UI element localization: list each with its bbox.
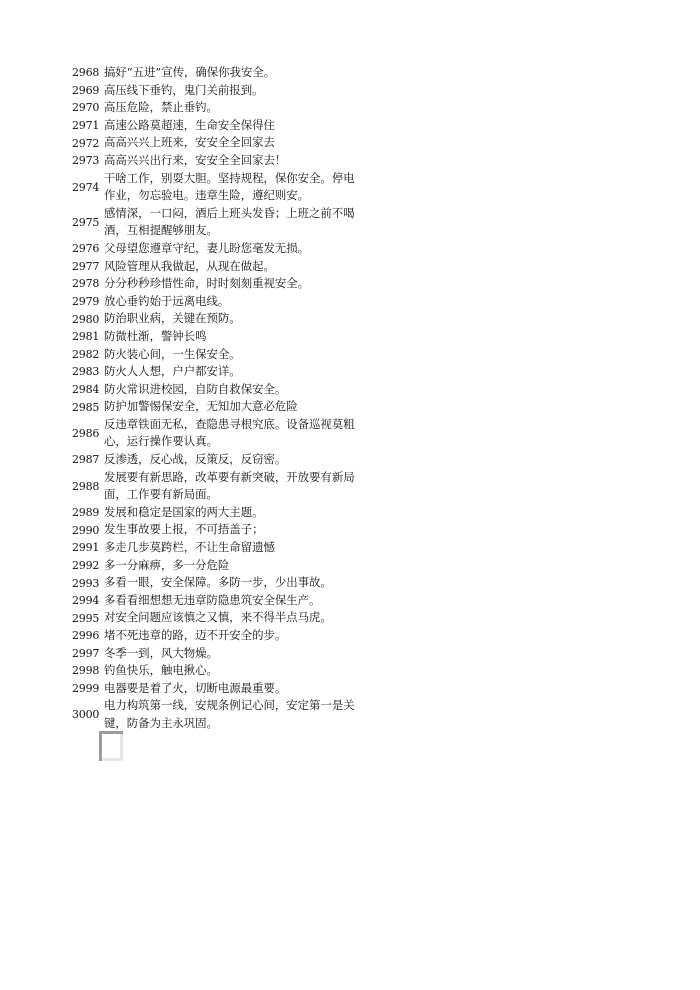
- slogan-number: 2978: [72, 277, 100, 291]
- slogan-text: 高高兴兴出行来，安安全全回家去！: [104, 152, 287, 167]
- slogan-text: 干啥工作，别耍大胆。坚持规程，保你安全。停电作业，勿忘验电。违章生险，遵纪则安。: [104, 170, 355, 203]
- slogan-number: 2998: [72, 664, 100, 678]
- slogan-row: [72, 117, 356, 135]
- slogan-row: [72, 416, 356, 451]
- slogan-row: [72, 662, 356, 680]
- slogan-number: 2971: [72, 119, 100, 133]
- slogan-row: [72, 293, 356, 311]
- slogan-number: 2968: [72, 66, 100, 80]
- slogan-text: 父母望您遵章守纪，妻儿盼您毫发无损。: [104, 240, 310, 255]
- slogan-number: 2977: [72, 259, 100, 273]
- slogan-number: 2995: [72, 611, 100, 625]
- slogan-number: 2976: [72, 242, 100, 256]
- slogan-row: [72, 275, 356, 293]
- slogan-text: 钓鱼快乐，触电揪心。: [104, 663, 218, 678]
- slogan-row: [72, 363, 356, 381]
- slogan-row: [72, 680, 356, 698]
- slogan-text: 防护加警惕保安全，无知加大意必危险: [104, 399, 298, 414]
- slogan-number: 2970: [72, 101, 100, 115]
- slogan-text: 放心垂钓始于远离电线。: [104, 293, 230, 308]
- slogan-number: 2993: [72, 576, 100, 590]
- slogan-number: 2991: [72, 541, 100, 555]
- slogan-text: 风险管理从我做起，从现在做起。: [104, 258, 275, 273]
- slogan-text: 发生事故要上报，不可捂盖子；: [104, 522, 264, 537]
- slogan-text: 电器要是着了火，切断电源最重要。: [104, 680, 287, 695]
- slogan-number: 2992: [72, 558, 100, 572]
- slogan-list: [72, 64, 356, 733]
- slogan-text: 防火装心间，一生保安全。: [104, 346, 241, 361]
- slogan-text: 多走几步莫跨栏，不让生命留遗憾: [104, 540, 275, 555]
- slogan-number: 2984: [72, 382, 100, 396]
- slogan-row: [72, 574, 356, 592]
- slogan-text: 堵不死违章的路，迈不开安全的步。: [104, 628, 287, 642]
- slogan-number: 2981: [72, 330, 100, 344]
- slogan-row: [72, 469, 356, 504]
- slogan-row: [72, 592, 356, 610]
- slogan-text: 多看看细想想无违章防隐患筑安全保生产。: [104, 592, 321, 607]
- page-corner-mark: [99, 731, 123, 761]
- slogan-row: [72, 504, 356, 522]
- slogan-row: [72, 346, 356, 364]
- slogan-text: 反违章铁面无私，查隐患寻根究底。设备巡视莫粗心，运行操作要认真。: [104, 416, 355, 449]
- slogan-row: [72, 539, 356, 557]
- slogan-row: [72, 258, 356, 276]
- slogan-number: 2972: [72, 136, 100, 150]
- slogan-number: 2999: [72, 682, 100, 696]
- slogan-row: [72, 240, 356, 258]
- slogan-row: [72, 697, 356, 732]
- slogan-text: 冬季一到，风大物燥。: [104, 645, 218, 660]
- slogan-row: [72, 310, 356, 328]
- slogan-row: [72, 609, 356, 627]
- slogan-number: 2987: [72, 453, 100, 467]
- slogan-number: 2979: [72, 295, 100, 309]
- slogan-text: 电力构筑第一线，安规条例记心间，安定第一是关键，防备为主永巩固。: [104, 698, 355, 730]
- slogan-text: 高高兴兴上班来，安安全全回家去: [104, 135, 275, 150]
- slogan-row: [72, 205, 356, 240]
- slogan-row: [72, 134, 356, 152]
- slogan-text: 感情深，一口闷，酒后上班头发昏；上班之前不喝酒，互相提醒够朋友。: [104, 205, 355, 238]
- slogan-text: 发展和稳定是国家的两大主题。: [104, 504, 264, 519]
- slogan-number: 2986: [72, 426, 100, 440]
- slogan-number: 2973: [72, 154, 100, 168]
- slogan-number: 2980: [72, 312, 100, 326]
- slogan-row: [72, 627, 356, 645]
- slogan-row: [72, 170, 356, 205]
- slogan-number: 2988: [72, 479, 100, 493]
- slogan-row: [72, 99, 356, 117]
- slogan-text: 防火人人想，户户都安详。: [104, 364, 241, 379]
- slogan-text: 高压危险，禁止垂钓。: [104, 100, 218, 115]
- slogan-text: 多看一眼，安全保障。多防一步，少出事故。: [104, 575, 332, 590]
- slogan-number: 2982: [72, 347, 100, 361]
- slogan-row: [72, 557, 356, 575]
- slogan-text: 高压线下垂钓，鬼门关前报到。: [104, 82, 264, 97]
- slogan-number: 2974: [72, 180, 100, 194]
- slogan-text: 高速公路莫超速，生命安全保得住: [104, 117, 275, 132]
- slogan-number: 3000: [72, 708, 100, 722]
- slogan-text: 防火常识进校园，自防自救保安全。: [104, 381, 287, 396]
- slogan-row: [72, 645, 356, 663]
- slogan-number: 2990: [72, 523, 100, 537]
- slogan-row: [72, 152, 356, 170]
- slogan-row: [72, 521, 356, 539]
- slogan-row: [72, 82, 356, 100]
- slogan-text: 发展要有新思路，改革要有新突破，开放要有新局面，工作要有新局面。: [104, 469, 355, 502]
- slogan-text: 反渗透，反心战，反策反，反窃密。: [104, 452, 287, 467]
- slogan-number: 2996: [72, 629, 100, 643]
- slogan-row: [72, 328, 356, 346]
- slogan-row: [72, 451, 356, 469]
- slogan-text: 搞好“五进”宣传，确保你我安全。: [104, 65, 276, 79]
- slogan-number: 2983: [72, 365, 100, 379]
- slogan-number: 2969: [72, 83, 100, 97]
- slogan-number: 2994: [72, 594, 100, 608]
- slogan-row: [72, 64, 356, 82]
- slogan-text: 对安全问题应该慎之又慎，来不得半点马虎。: [104, 610, 332, 625]
- slogan-number: 2997: [72, 646, 100, 660]
- slogan-number: 2985: [72, 400, 100, 414]
- slogan-text: 分分秒秒珍惜性命，时时刻刻重视安全。: [104, 276, 310, 291]
- slogan-text: 多一分麻痹，多一分危险: [104, 557, 230, 572]
- slogan-row: [72, 381, 356, 399]
- slogan-text: 防治职业病，关键在预防。: [104, 311, 241, 326]
- slogan-number: 2975: [72, 215, 100, 229]
- slogan-text: 防微杜渐，警钟长鸣: [104, 328, 207, 343]
- slogan-row: [72, 398, 356, 416]
- slogan-number: 2989: [72, 506, 100, 520]
